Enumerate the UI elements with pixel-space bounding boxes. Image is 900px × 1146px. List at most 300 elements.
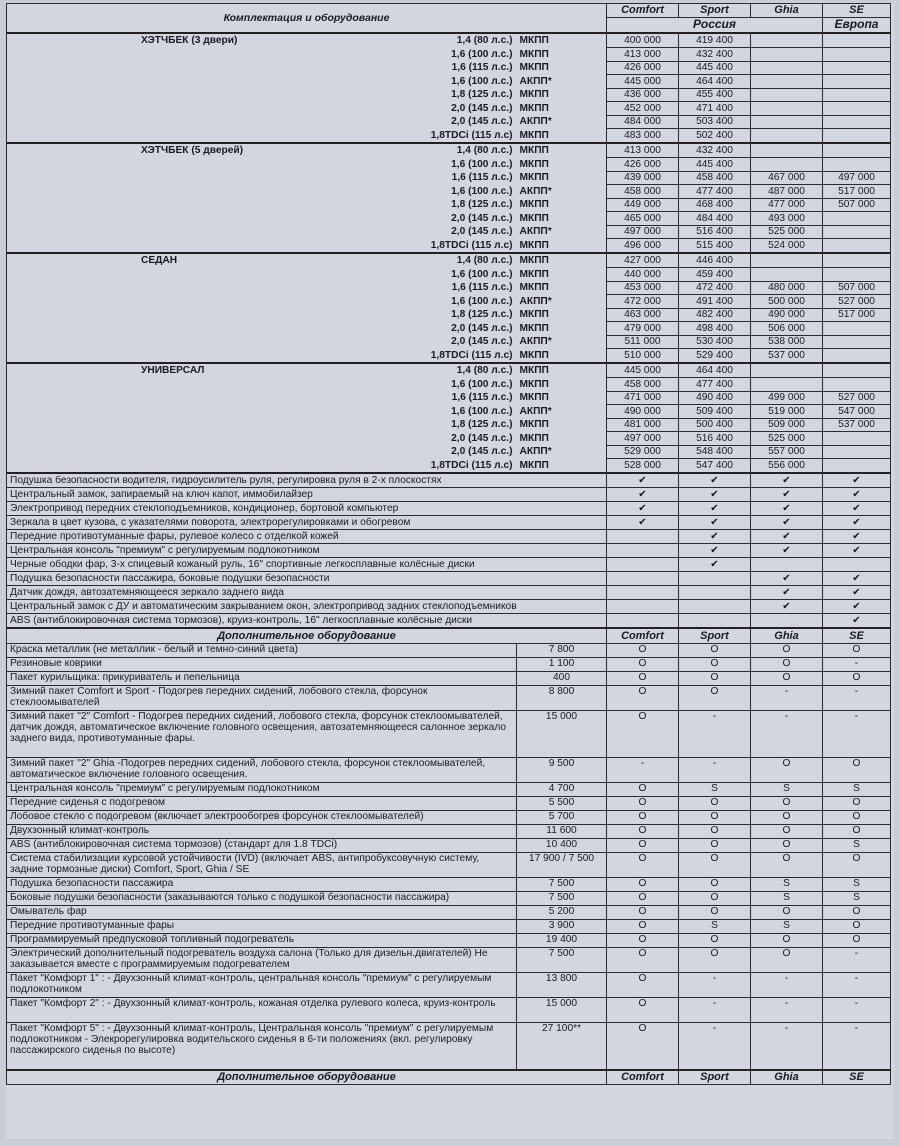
price-cell: 515 400: [679, 239, 751, 254]
price-row: [7, 445, 891, 459]
option-availability: O: [751, 658, 823, 672]
price-cell: [823, 432, 891, 446]
model-engine-cell: [7, 281, 517, 295]
feature-row: [7, 473, 891, 488]
option-text: Зимний пакет "2" Ghia -Подогрев передних сидений, лобового стекла, форсунок стеклоомывателей, автоматическое включение головного освещения.: [7, 758, 517, 783]
transmission: МКПП: [517, 48, 607, 62]
feature-text: Центральный замок, запираемый на ключ капот, иммобилайзер: [7, 488, 607, 502]
model-engine-cell: [7, 349, 517, 364]
price-cell: [823, 349, 891, 364]
engine-spec: 1,8 (125 л.с.): [451, 309, 513, 320]
check-icon: [679, 600, 751, 614]
option-row: [7, 686, 891, 711]
option-availability: -: [823, 711, 891, 758]
price-row: [7, 185, 891, 199]
price-cell: 530 400: [679, 335, 751, 349]
option-availability: S: [751, 892, 823, 906]
engine-spec: 1,8 (125 л.с.): [451, 199, 513, 210]
price-cell: 487 000: [751, 185, 823, 199]
price-cell: [751, 33, 823, 48]
price-cell: [823, 322, 891, 336]
feature-text: Центральный замок с ДУ и автоматическим закрыванием окон, электропривод задних стеклоподъемников: [7, 600, 607, 614]
option-row: [7, 797, 891, 811]
price-cell: 519 000: [751, 405, 823, 419]
price-cell: 439 000: [607, 171, 679, 185]
engine-spec: 1,6 (115 л.с.): [451, 282, 513, 293]
price-cell: [751, 129, 823, 144]
option-row: [7, 839, 891, 853]
check-icon: ✔: [751, 600, 823, 614]
option-text: Центральная консоль "премиум" с регулируемым подлокотником: [7, 783, 517, 797]
transmission: МКПП: [517, 322, 607, 336]
option-availability: O: [607, 906, 679, 920]
option-availability: O: [823, 906, 891, 920]
model-name: СЕДАН: [141, 255, 178, 266]
option-row: [7, 644, 891, 658]
feature-row: [7, 586, 891, 600]
check-icon: ✔: [751, 530, 823, 544]
feature-text: Центральная консоль "премиум" с регулируемым подлокотником: [7, 544, 607, 558]
transmission: МКПП: [517, 61, 607, 75]
option-availability: O: [679, 672, 751, 686]
option-row: [7, 758, 891, 783]
price-row: [7, 158, 891, 172]
feature-text: Черные ободки фар, 3-х спицевый кожаный руль, 16" спортивные легкосплавные колёсные диски: [7, 558, 607, 572]
price-cell: 500 000: [751, 295, 823, 309]
option-availability: -: [679, 973, 751, 998]
price-cell: 509 000: [751, 418, 823, 432]
price-row: [7, 33, 891, 48]
engine-spec: 1,8 (125 л.с.): [451, 419, 513, 430]
feature-row: [7, 614, 891, 629]
transmission: АКПП*: [517, 225, 607, 239]
option-availability: O: [607, 658, 679, 672]
option-text: Резиновые коврики: [7, 658, 517, 672]
option-availability: -: [823, 658, 891, 672]
price-cell: 511 000: [607, 335, 679, 349]
price-cell: 491 400: [679, 295, 751, 309]
transmission: МКПП: [517, 253, 607, 268]
option-price: 7 500: [517, 878, 607, 892]
price-row: [7, 363, 891, 378]
option-availability: O: [607, 825, 679, 839]
option-availability: -: [679, 758, 751, 783]
price-cell: 529 400: [679, 349, 751, 364]
price-cell: 464 400: [679, 75, 751, 89]
price-cell: [823, 115, 891, 129]
check-icon: ✔: [679, 516, 751, 530]
check-icon: [607, 600, 679, 614]
price-cell: 507 000: [823, 281, 891, 295]
engine-spec: 2,0 (145 л.с.): [451, 446, 513, 457]
price-cell: 503 400: [679, 115, 751, 129]
option-availability: -: [751, 711, 823, 758]
feature-row: [7, 572, 891, 586]
options-col-sport: Sport: [679, 628, 751, 644]
price-cell: 426 000: [607, 61, 679, 75]
price-cell: 455 400: [679, 88, 751, 102]
price-row: [7, 75, 891, 89]
price-row: [7, 61, 891, 75]
transmission: МКПП: [517, 363, 607, 378]
option-availability: O: [823, 920, 891, 934]
option-price: 13 800: [517, 973, 607, 998]
option-availability: O: [607, 948, 679, 973]
price-cell: 419 400: [679, 33, 751, 48]
option-availability: O: [751, 948, 823, 973]
check-icon: ✔: [823, 544, 891, 558]
engine-spec: 1,6 (100 л.с.): [451, 268, 513, 280]
engine-spec: 1,6 (115 л.с.): [451, 172, 513, 183]
check-icon: ✔: [751, 572, 823, 586]
price-cell: 537 000: [751, 349, 823, 364]
option-price: 8 800: [517, 686, 607, 711]
feature-row: [7, 502, 891, 516]
option-availability: -: [679, 998, 751, 1023]
price-cell: [823, 129, 891, 144]
option-availability: -: [823, 1023, 891, 1071]
price-cell: 525 000: [751, 432, 823, 446]
option-availability: S: [823, 783, 891, 797]
check-icon: ✔: [679, 558, 751, 572]
engine-spec: 2,0 (145 л.с.): [451, 322, 513, 334]
option-row: [7, 783, 891, 797]
price-cell: 472 000: [607, 295, 679, 309]
option-price: 3 900: [517, 920, 607, 934]
model-engine-cell: [7, 418, 517, 432]
engine-spec: 1,6 (100 л.с.): [451, 158, 513, 170]
option-row: [7, 711, 891, 758]
price-cell: 497 000: [823, 171, 891, 185]
check-icon: ✔: [823, 473, 891, 488]
model-engine-cell: [7, 363, 517, 378]
price-cell: 499 000: [751, 391, 823, 405]
feature-text: Зеркала в цвет кузова, с указателями поворота, электрорегулировками и обогревом: [7, 516, 607, 530]
option-price: 7 800: [517, 644, 607, 658]
option-text: Лобовое стекло с подогревом (включает электрообогрев форсунок стеклоомывателей): [7, 811, 517, 825]
option-price: 7 500: [517, 892, 607, 906]
price-cell: 446 400: [679, 253, 751, 268]
price-cell: 516 400: [679, 225, 751, 239]
transmission: АКПП*: [517, 335, 607, 349]
engine-spec: 1,4 (80 л.с.): [456, 365, 513, 376]
price-row: [7, 349, 891, 364]
model-name: УНИВЕРСАЛ: [141, 365, 205, 376]
check-icon: ✔: [823, 600, 891, 614]
option-text: Пакет "Комфорт 5" : - Двухзонный климат-контроль, Центральная консоль "премиум" с регулируемым подлокотником - Элекрорегулировка водительского сиденья в 6-ти положениях (вкл. регулировку пассажирского сиденья по высоте): [7, 1023, 517, 1071]
option-text: Пакет "Комфорт 2" : - Двухзонный климат-контроль, кожаная отделка рулевого колеса, круиз-контроль: [7, 998, 517, 1023]
engine-spec: 2,0 (145 л.с.): [451, 102, 513, 114]
model-engine-cell: [7, 61, 517, 75]
option-availability: O: [823, 853, 891, 878]
price-table: [6, 3, 891, 1085]
option-availability: O: [607, 811, 679, 825]
price-cell: 472 400: [679, 281, 751, 295]
option-price: 4 700: [517, 783, 607, 797]
option-price: 400: [517, 672, 607, 686]
option-availability: O: [607, 973, 679, 998]
price-row: [7, 129, 891, 144]
option-price: 27 100**: [517, 1023, 607, 1071]
price-cell: [751, 115, 823, 129]
price-cell: 482 400: [679, 308, 751, 322]
model-engine-cell: [7, 225, 517, 239]
price-list-page: [6, 3, 894, 1139]
option-text: Программируемый предпусковой топливный подогреватель: [7, 934, 517, 948]
option-price: 5 500: [517, 797, 607, 811]
check-icon: ✔: [751, 516, 823, 530]
price-cell: 490 400: [679, 391, 751, 405]
option-availability: S: [823, 839, 891, 853]
option-availability: O: [679, 934, 751, 948]
option-row: [7, 920, 891, 934]
option-availability: O: [607, 686, 679, 711]
feature-row: [7, 558, 891, 572]
transmission: МКПП: [517, 349, 607, 364]
price-cell: 496 000: [607, 239, 679, 254]
price-row: [7, 295, 891, 309]
price-cell: [751, 48, 823, 62]
check-icon: [607, 614, 679, 629]
check-icon: [607, 586, 679, 600]
engine-spec: 1,6 (100 л.с.): [451, 48, 513, 60]
option-availability: O: [823, 672, 891, 686]
engine-spec: 1,6 (100 л.с.): [451, 405, 513, 417]
option-row: [7, 658, 891, 672]
price-cell: 436 000: [607, 88, 679, 102]
footer-title: Дополнительное оборудование: [7, 1070, 607, 1085]
check-icon: [679, 572, 751, 586]
option-availability: O: [607, 934, 679, 948]
footer-col-se: SE: [823, 1070, 891, 1085]
price-cell: 493 000: [751, 212, 823, 226]
check-icon: ✔: [679, 544, 751, 558]
price-cell: [823, 445, 891, 459]
option-text: ABS (антиблокировочная система тормозов) (стандарт для 1.8 TDCi): [7, 839, 517, 853]
price-cell: 468 400: [679, 198, 751, 212]
price-cell: 463 000: [607, 308, 679, 322]
price-row: [7, 378, 891, 392]
transmission: МКПП: [517, 143, 607, 158]
option-text: Система стабилизации курсовой устойчивости (IVD) (включает ABS, антипробуксовучную систему, задние тормозные диски) Comfort, Sport, Ghia / SE: [7, 853, 517, 878]
price-cell: 490 000: [607, 405, 679, 419]
option-text: Пакет "Комфорт 1" : - Двухзонный климат-контроль, центральная консоль "премиум" с регулируемым подлокотником: [7, 973, 517, 998]
engine-spec: 1,6 (100 л.с.): [451, 295, 513, 307]
model-engine-cell: [7, 391, 517, 405]
transmission: МКПП: [517, 33, 607, 48]
feature-text: Датчик дождя, автозатемняющееся зеркало заднего вида: [7, 586, 607, 600]
options-col-ghia: Ghia: [751, 628, 823, 644]
option-availability: O: [823, 825, 891, 839]
option-availability: O: [679, 658, 751, 672]
price-cell: 484 000: [607, 115, 679, 129]
engine-spec: 1,4 (80 л.с.): [456, 35, 513, 46]
option-text: Пакет курильщика: прикуриватель и пепельница: [7, 672, 517, 686]
price-cell: 557 000: [751, 445, 823, 459]
option-availability: O: [751, 906, 823, 920]
price-cell: 452 000: [607, 102, 679, 116]
model-name: ХЭТЧБЕК (5 дверей): [141, 145, 244, 156]
price-cell: 467 000: [751, 171, 823, 185]
price-row: [7, 171, 891, 185]
check-icon: ✔: [823, 572, 891, 586]
price-cell: [751, 88, 823, 102]
transmission: МКПП: [517, 88, 607, 102]
option-availability: -: [679, 1023, 751, 1071]
check-icon: ✔: [751, 586, 823, 600]
price-cell: 471 000: [607, 391, 679, 405]
price-row: [7, 198, 891, 212]
option-availability: O: [607, 892, 679, 906]
region-europe: Европа: [823, 17, 891, 33]
price-cell: 477 400: [679, 185, 751, 199]
option-availability: O: [679, 906, 751, 920]
option-availability: O: [607, 797, 679, 811]
price-row: [7, 212, 891, 226]
price-cell: 471 400: [679, 102, 751, 116]
engine-spec: 1,8TDCi (115 л.с): [430, 239, 513, 251]
transmission: МКПП: [517, 281, 607, 295]
price-cell: 547 000: [823, 405, 891, 419]
option-availability: S: [751, 920, 823, 934]
option-text: Подушка безопасности пассажира: [7, 878, 517, 892]
feature-text: Электропривод передних стеклоподъемников, кондиционер, бортовой компьютер: [7, 502, 607, 516]
check-icon: ✔: [679, 530, 751, 544]
price-cell: 453 000: [607, 281, 679, 295]
check-icon: ✔: [823, 502, 891, 516]
price-cell: [823, 239, 891, 254]
header-row: [7, 4, 891, 18]
option-text: Омыватель фар: [7, 906, 517, 920]
price-cell: 509 400: [679, 405, 751, 419]
price-cell: 516 400: [679, 432, 751, 446]
price-row: [7, 102, 891, 116]
option-availability: -: [751, 686, 823, 711]
check-icon: ✔: [607, 502, 679, 516]
model-engine-cell: [7, 335, 517, 349]
price-cell: [823, 33, 891, 48]
transmission: МКПП: [517, 268, 607, 282]
model-engine-cell: [7, 129, 517, 144]
price-cell: 445 000: [607, 75, 679, 89]
engine-spec: 1,8 (125 л.с.): [451, 89, 513, 100]
option-availability: O: [751, 644, 823, 658]
option-row: [7, 825, 891, 839]
option-text: Зимний пакет Comfort и Sport - Подогрев передних сидений, лобового стекла, форсунок стеклоомывателей: [7, 686, 517, 711]
option-row: [7, 906, 891, 920]
option-price: 17 900 / 7 500: [517, 853, 607, 878]
option-availability: O: [823, 758, 891, 783]
option-availability: O: [751, 839, 823, 853]
model-engine-cell: [7, 378, 517, 392]
option-availability: O: [607, 998, 679, 1023]
option-availability: O: [679, 853, 751, 878]
price-cell: 528 000: [607, 459, 679, 474]
footer-col-sport: Sport: [679, 1070, 751, 1085]
price-cell: 524 000: [751, 239, 823, 254]
price-cell: 445 400: [679, 158, 751, 172]
price-cell: [751, 268, 823, 282]
model-engine-cell: [7, 295, 517, 309]
option-row: [7, 973, 891, 998]
option-availability: O: [607, 920, 679, 934]
option-availability: O: [823, 811, 891, 825]
check-icon: ✔: [751, 473, 823, 488]
check-icon: [823, 558, 891, 572]
price-cell: 464 400: [679, 363, 751, 378]
price-cell: 400 000: [607, 33, 679, 48]
option-availability: O: [751, 825, 823, 839]
price-row: [7, 432, 891, 446]
option-row: [7, 878, 891, 892]
price-cell: 459 400: [679, 268, 751, 282]
price-cell: [823, 378, 891, 392]
option-row: [7, 948, 891, 973]
price-cell: 484 400: [679, 212, 751, 226]
engine-spec: 1,6 (100 л.с.): [451, 185, 513, 197]
price-cell: [823, 212, 891, 226]
price-row: [7, 418, 891, 432]
model-engine-cell: [7, 308, 517, 322]
model-engine-cell: [7, 171, 517, 185]
model-engine-cell: [7, 185, 517, 199]
option-availability: O: [607, 1023, 679, 1071]
check-icon: [751, 558, 823, 572]
check-icon: ✔: [607, 473, 679, 488]
option-availability: -: [751, 1023, 823, 1071]
option-availability: O: [607, 711, 679, 758]
option-price: 5 200: [517, 906, 607, 920]
price-cell: 527 000: [823, 295, 891, 309]
feature-text: Подушка безопасности водителя, гидроусилитель руля, регулировка руля в 2-х плоскостях: [7, 473, 607, 488]
header-col-ghia: Ghia: [751, 4, 823, 18]
option-availability: O: [679, 644, 751, 658]
transmission: МКПП: [517, 432, 607, 446]
model-engine-cell: [7, 405, 517, 419]
price-cell: 490 000: [751, 308, 823, 322]
transmission: МКПП: [517, 198, 607, 212]
check-icon: ✔: [751, 488, 823, 502]
engine-spec: 2,0 (145 л.с.): [451, 432, 513, 444]
option-availability: S: [679, 920, 751, 934]
price-cell: 537 000: [823, 418, 891, 432]
footer-col-comfort: Comfort: [607, 1070, 679, 1085]
option-availability: O: [607, 853, 679, 878]
price-cell: [823, 268, 891, 282]
option-availability: O: [679, 878, 751, 892]
price-cell: 529 000: [607, 445, 679, 459]
option-availability: O: [751, 811, 823, 825]
price-row: [7, 459, 891, 474]
region-russia: Россия: [607, 17, 823, 33]
price-cell: [751, 363, 823, 378]
price-cell: [823, 253, 891, 268]
option-row: [7, 672, 891, 686]
option-text: Двухзонный климат-контроль: [7, 825, 517, 839]
model-engine-cell: [7, 102, 517, 116]
model-engine-cell: [7, 432, 517, 446]
option-availability: O: [751, 758, 823, 783]
options-header-row: [7, 628, 891, 644]
transmission: АКПП*: [517, 445, 607, 459]
option-availability: S: [751, 783, 823, 797]
option-price: 15 000: [517, 711, 607, 758]
price-row: [7, 281, 891, 295]
engine-spec: 1,8TDCi (115 л.с): [430, 459, 513, 471]
transmission: МКПП: [517, 308, 607, 322]
price-cell: 507 000: [823, 198, 891, 212]
option-availability: O: [679, 892, 751, 906]
